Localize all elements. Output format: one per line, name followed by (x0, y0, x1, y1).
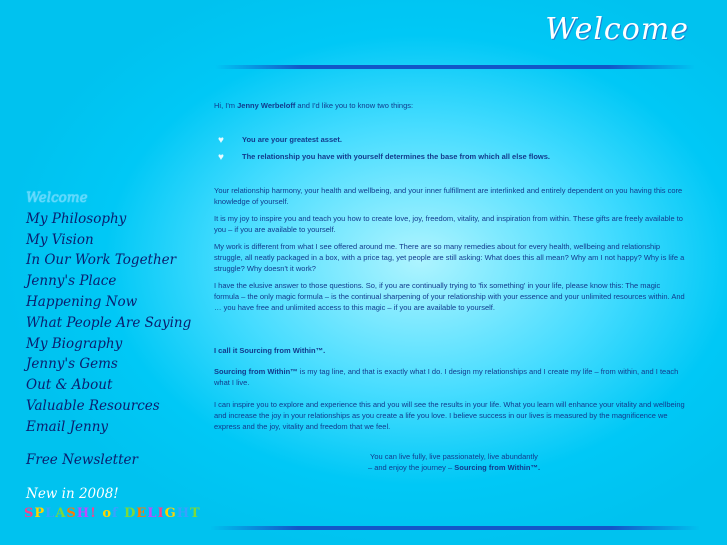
paragraph: My work is different from what I see offered around me. There are so many remedies about for every health, wellbeing and relationship struggle, all neatly packaged in a box, with a price tag, yet people are still asking: What does this all mean? Why am I not happy? Why is life a struggle? Why doesn't it work? (214, 242, 685, 273)
new-in-2008-link[interactable]: New in 2008! (26, 486, 119, 502)
tagline-bold: Sourcing from Within™ (214, 367, 298, 376)
heart-icon: ♥ (218, 152, 224, 163)
sidebar-nav (26, 188, 211, 438)
nav-item-valuable-resources[interactable]: Valuable Resources (26, 397, 160, 414)
bullet-text: You are your greatest asset. (242, 135, 342, 144)
splash-of-delight-logo[interactable]: SPLASH! of DELIGHT (24, 506, 201, 521)
closing-line-1: You can live fully, live passionately, live abundantly (370, 452, 538, 461)
paragraph: It is my joy to inspire you and teach you how to create love, joy, freedom, vitality, and inspiration from within. These gifts are freely available to you – if you are available to yourself. (214, 214, 683, 234)
list-item (218, 151, 550, 168)
intro-suffix: and I'd like you to know two things: (295, 101, 414, 110)
body-paragraphs (214, 185, 686, 319)
claim-line: I call it Sourcing from Within™. (214, 346, 326, 355)
free-newsletter-link[interactable]: Free Newsletter (26, 452, 138, 468)
list-item (218, 134, 550, 151)
intro-name: Jenny Werbeloff (237, 101, 296, 110)
closing-line-2-bold: Sourcing from Within™. (454, 463, 541, 472)
inspire-paragraph: I can inspire you to explore and experience this and you will see the results in your life. What you learn will enhance your vitality and wellbeing and increase the joy in your relationships as you create a life you love. I believe success in our lives is measured by the magnificence we express and the joy, vitality and freedom that we feel. (214, 400, 685, 431)
intro-prefix: Hi, I'm (214, 101, 238, 110)
page-title: Welcome (545, 12, 689, 47)
paragraph: Your relationship harmony, your health and wellbeing, and your inner fulfillment are interlinked and entirely dependent on you having this core knowledge of yourself. (214, 186, 683, 206)
nav-item-welcome[interactable]: Welcome (26, 190, 88, 206)
paragraph: I have the elusive answer to those questions. So, if you are continually trying to 'fix something' in your life, please know this: The magic formula – the only magic formula – is the continual sharpening of your relationship with your essence and your unlimited resources within. And … you have free and unlimited access to this magic – if you are available to yourself. (214, 281, 685, 312)
key-points-list (218, 134, 550, 168)
bullet-text: The relationship you have with yourself determines the base from which all else flows. (242, 152, 550, 161)
nav-item-in-our-work-together[interactable]: In Our Work Together (26, 252, 177, 269)
closing-quote (214, 451, 694, 473)
nav-item-email-jenny[interactable]: Email Jenny (26, 418, 109, 435)
bottom-divider (210, 526, 700, 530)
nav-item-my-philosophy[interactable]: My Philosophy (26, 210, 127, 227)
nav-item-what-people-are-saying[interactable]: What People Are Saying (26, 314, 192, 331)
nav-item-my-biography[interactable]: My Biography (26, 335, 123, 352)
tagline-rest: is my tag line, and that is exactly what I do. I design my relationships and I create my life – from within, and I teach what I live. (214, 367, 679, 387)
nav-item-jennys-gems[interactable]: Jenny's Gems (26, 356, 118, 373)
nav-item-my-vision[interactable]: My Vision (26, 231, 94, 248)
nav-item-out-and-about[interactable]: Out & About (26, 377, 113, 394)
closing-line-2 (214, 462, 694, 473)
nav-item-happening-now[interactable]: Happening Now (26, 293, 138, 310)
nav-item-jennys-place[interactable]: Jenny's Place (26, 273, 117, 290)
heart-icon: ♥ (218, 135, 224, 146)
intro-line (214, 100, 413, 111)
top-divider (215, 65, 695, 69)
tagline-paragraph (214, 366, 686, 388)
closing-line-2-prefix: – and enjoy the journey – (367, 463, 455, 472)
